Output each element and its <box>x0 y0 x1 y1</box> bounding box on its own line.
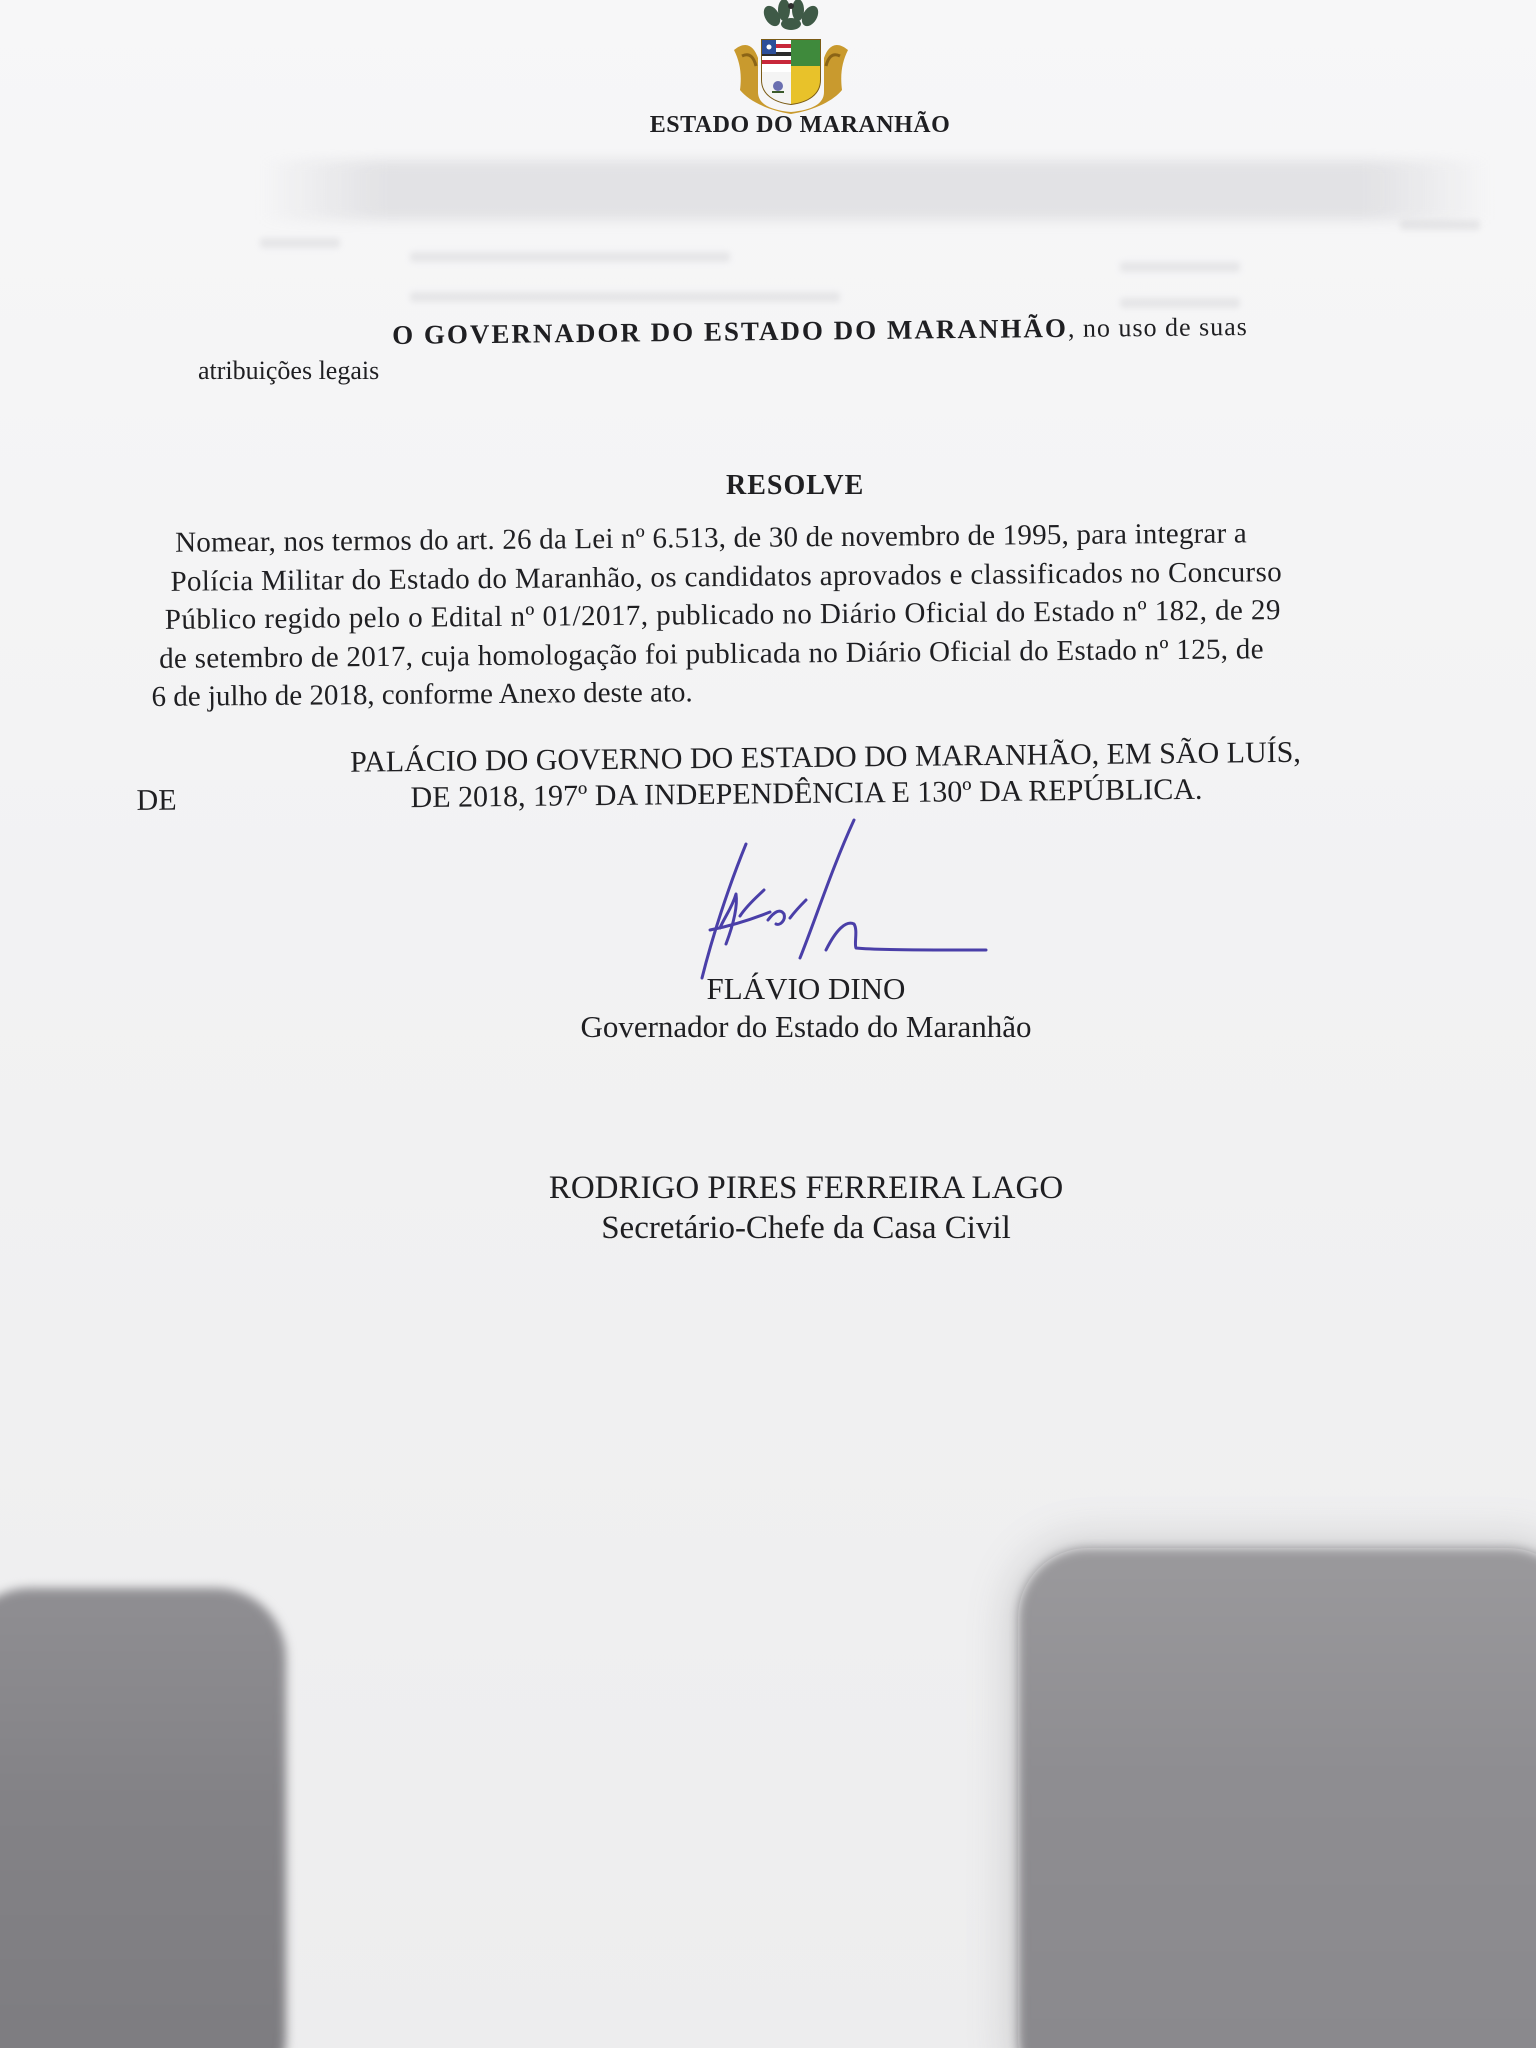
signatory-governor-title: Governador do Estado do Maranhão <box>580 1009 1032 1044</box>
show-through-line <box>1400 220 1480 230</box>
body-line: Nomear, nos termos do art. 26 da Lei nº 6.513, de 30 de novembro de 1995, para integrar a <box>175 517 1248 559</box>
show-through-line <box>1120 262 1240 272</box>
show-through-line <box>260 238 340 248</box>
intro-line-2: atribuições legais <box>198 356 380 385</box>
body-paragraph <box>150 513 1452 717</box>
body-line: Público regido pelo o Edital nº 01/2017, publicado no Diário Oficial do Estado nº 182, de 29 <box>164 594 1282 636</box>
signatory-civil-house-name: RODRIGO PIRES FERREIRA LAGO <box>548 1170 1064 1206</box>
document-header: ESTADO DO MARANHÃO <box>649 112 951 138</box>
closing-line-1: PALÁCIO DO GOVERNO DO ESTADO DO MARANHÃO, EM SÃO LUÍS, <box>350 735 1301 779</box>
closing-de: DE <box>136 783 177 817</box>
body-line: 6 de julho de 2018, conforme Anexo deste ato. <box>151 676 693 713</box>
closing-line-2: DE 2018, 197º DA INDEPENDÊNCIA E 130º DA REPÚBLICA. <box>410 772 1203 815</box>
hand-shadow-right-edge <box>1018 1548 1536 2048</box>
signatory-civil-house-title: Secretário-Chefe da Casa Civil <box>601 1210 1011 1246</box>
show-through-line <box>410 252 730 262</box>
show-through-line <box>410 292 840 302</box>
signatory-governor <box>0 970 1536 1046</box>
intro-line <box>392 307 1402 353</box>
closing-block <box>130 732 1490 817</box>
coat-of-arms-icon <box>724 0 858 116</box>
signatory-civil-house <box>0 1168 1536 1248</box>
intro-rest-text: , no uso de suas <box>1067 312 1248 343</box>
show-through-band <box>260 160 1490 220</box>
intro-bold-text: O GOVERNADOR DO ESTADO DO MARANHÃO <box>392 312 1069 350</box>
body-line: Polícia Militar do Estado do Maranhão, os candidatos aprovados e classificados no Concurso <box>170 555 1283 598</box>
signatory-governor-name: FLÁVIO DINO <box>706 971 906 1006</box>
body-line: de setembro de 2017, cuja homologação foi publicada no Diário Oficial do Estado nº 125, de <box>159 632 1264 675</box>
resolve-heading: RESOLVE <box>726 470 865 501</box>
hand-shadow-left <box>0 1588 286 2048</box>
show-through-line <box>1120 298 1240 308</box>
